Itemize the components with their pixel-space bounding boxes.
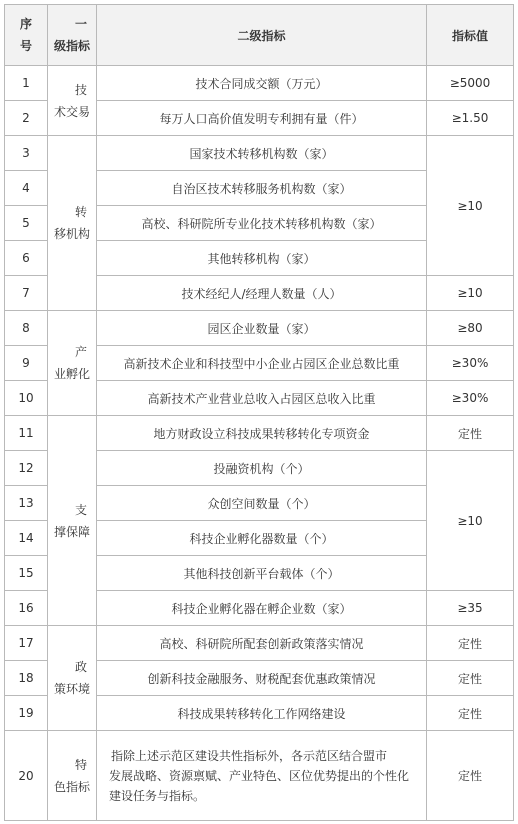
level2-cell: 众创空间数量（个）	[97, 486, 427, 521]
level2-cell: 技术合同成交额（万元）	[97, 66, 427, 101]
level1-line2: 业孵化	[54, 367, 91, 381]
indicator-table	[4, 4, 514, 821]
level1-line2: 撑保障	[54, 524, 91, 539]
table-row	[5, 731, 514, 821]
level1-line1: 转	[74, 205, 87, 219]
value-cell: ≥10	[427, 136, 514, 276]
value-cell: ≥30%	[427, 381, 514, 416]
level2-cell: 国家技术转移机构数（家）	[97, 136, 427, 171]
level2-cell: 创新科技金融服务、财税配套优惠政策情况	[97, 661, 427, 696]
level1-line2: 策环境	[54, 682, 91, 696]
value-cell: ≥80	[427, 311, 514, 346]
level1-cell	[48, 311, 97, 416]
level2-cell: 高新技术产业营业总收入占园区总收入比重	[97, 381, 427, 416]
level1-cell	[48, 416, 97, 626]
row-number: 9	[5, 346, 48, 381]
row-number: 12	[5, 451, 48, 486]
level2-cell: 其他科技创新平台载体（个）	[97, 556, 427, 591]
level2-cell: 园区企业数量（家）	[97, 311, 427, 346]
level1-cell	[48, 731, 97, 821]
row-number: 19	[5, 696, 48, 731]
level2-cell: 其他转移机构（家）	[97, 241, 427, 276]
value-cell: 定性	[427, 696, 514, 731]
row-number: 5	[5, 206, 48, 241]
row-number: 10	[5, 381, 48, 416]
header-value: 指标值	[427, 5, 514, 66]
row-number: 6	[5, 241, 48, 276]
level2-cell: 地方财政设立科技成果转移转化专项资金	[97, 416, 427, 451]
table-row	[5, 136, 514, 171]
header-no-line1: 序	[19, 17, 32, 31]
value-cell: ≥1.50	[427, 101, 514, 136]
level1-line1: 政	[74, 660, 87, 674]
value-cell: 定性	[427, 661, 514, 696]
level1-line1: 支	[74, 502, 87, 517]
level2-cell: 每万人口高价值发明专利拥有量（件）	[97, 101, 427, 136]
level1-line2: 色指标	[54, 779, 91, 794]
description-line: 指除上述示范区建设共性指标外，各示范区结合盟市	[111, 748, 388, 763]
row-number: 16	[5, 591, 48, 626]
row-number: 3	[5, 136, 48, 171]
value-cell: ≥10	[427, 451, 514, 591]
level2-cell: 科技企业孵化器在孵企业数（家）	[97, 591, 427, 626]
table-row	[5, 416, 514, 451]
row-number: 8	[5, 311, 48, 346]
row-number: 1	[5, 66, 48, 101]
level1-line1: 技	[74, 82, 87, 97]
level2-cell: 投融资机构（个）	[97, 451, 427, 486]
level2-cell: 自治区技术转移服务机构数（家）	[97, 171, 427, 206]
level1-line2: 术交易	[54, 104, 91, 119]
header-level1-line1: 一	[74, 17, 87, 31]
level2-cell-description	[97, 731, 427, 821]
value-cell: 定性	[427, 416, 514, 451]
table-row	[5, 626, 514, 661]
value-cell: ≥35	[427, 591, 514, 626]
row-number: 2	[5, 101, 48, 136]
header-no	[5, 5, 48, 66]
level1-cell	[48, 626, 97, 731]
row-number: 7	[5, 276, 48, 311]
table-row	[5, 311, 514, 346]
row-number: 14	[5, 521, 48, 556]
description-line: 建设任务与指标。	[109, 788, 206, 803]
level1-line1: 产	[74, 345, 87, 359]
header-level1-line2: 级指标	[54, 39, 91, 53]
value-cell: ≥30%	[427, 346, 514, 381]
row-number: 18	[5, 661, 48, 696]
header-no-line2: 号	[19, 39, 32, 53]
header-row	[5, 5, 514, 66]
level1-cell	[48, 136, 97, 311]
value-cell: ≥10	[427, 276, 514, 311]
row-number: 4	[5, 171, 48, 206]
level2-cell: 高校、科研院所配套创新政策落实情况	[97, 626, 427, 661]
value-cell: 定性	[427, 626, 514, 661]
level2-cell: 高校、科研院所专业化技术转移机构数（家）	[97, 206, 427, 241]
row-number: 15	[5, 556, 48, 591]
row-number: 20	[5, 731, 48, 821]
value-cell: ≥5000	[427, 66, 514, 101]
level2-cell: 技术经纪人/经理人数量（人）	[97, 276, 427, 311]
level2-cell: 高新技术企业和科技型中小企业占园区企业总数比重	[97, 346, 427, 381]
header-level2: 二级指标	[97, 5, 427, 66]
row-number: 11	[5, 416, 48, 451]
level2-cell: 科技成果转移转化工作网络建设	[97, 696, 427, 731]
header-level1	[48, 5, 97, 66]
level1-line2: 移机构	[54, 227, 91, 241]
value-cell: 定性	[427, 731, 514, 821]
level2-cell: 科技企业孵化器数量（个）	[97, 521, 427, 556]
row-number: 13	[5, 486, 48, 521]
level1-cell	[48, 66, 97, 136]
table-row	[5, 66, 514, 101]
level1-line1: 特	[74, 757, 87, 772]
row-number: 17	[5, 626, 48, 661]
description-line: 发展战略、资源禀赋、产业特色、区位优势提出的个性化	[109, 768, 410, 783]
